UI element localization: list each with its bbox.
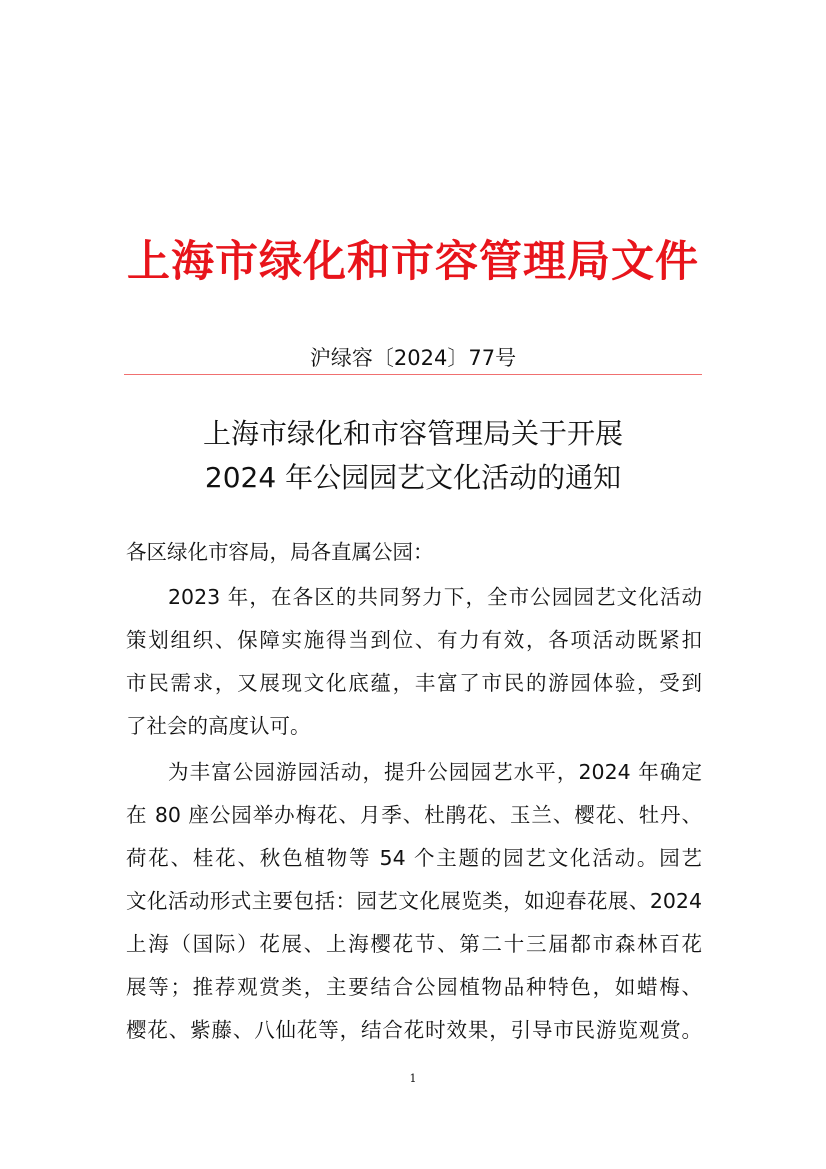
document-title-line-1: 上海市绿化和市容管理局关于开展 — [202, 417, 623, 450]
salutation: 各区绿化市容局，局各直属公园： — [126, 540, 434, 564]
paragraph-line: 展等；推荐观赏类，主要结合公园植物品种特色，如蜡梅、 — [126, 975, 702, 999]
paragraph-line: 策划组织、保障实施得当到位、有力有效，各项活动既紧扣 — [126, 628, 702, 652]
paragraph-line: 荷花、桂花、秋色植物等 54 个主题的园艺文化活动。园艺 — [126, 846, 702, 870]
document-number: 沪绿容〔2024〕77号 — [309, 346, 517, 370]
paragraph-line: 上海（国际）花展、上海樱花节、第二十三届都市森林百花 — [126, 932, 702, 956]
issuer-header: 上海市绿化和市容管理局文件 — [127, 237, 699, 287]
page-number: 1 — [409, 1072, 417, 1085]
red-divider — [124, 374, 702, 375]
paragraph-line: 市民需求，又展现文化底蕴，丰富了市民的游园体验，受到 — [126, 671, 702, 695]
paragraph-line: 在 80 座公园举办梅花、月季、杜鹃花、玉兰、樱花、牡丹、 — [126, 803, 702, 827]
paragraph-line: 了社会的高度认可。 — [126, 714, 311, 738]
paragraph-line: 文化活动形式主要包括：园艺文化展览类，如迎春花展、2024 — [126, 889, 702, 913]
paragraph-line: 为丰富公园游园活动，提升公园园艺水平，2024 年确定 — [168, 760, 702, 784]
paragraph-line: 2023 年，在各区的共同努力下，全市公园园艺文化活动 — [168, 585, 702, 609]
document-title-line-2: 2024 年公园园艺文化活动的通知 — [204, 461, 622, 494]
paragraph-line: 樱花、紫藤、八仙花等，结合花时效果，引导市民游览观赏。 — [126, 1018, 702, 1042]
